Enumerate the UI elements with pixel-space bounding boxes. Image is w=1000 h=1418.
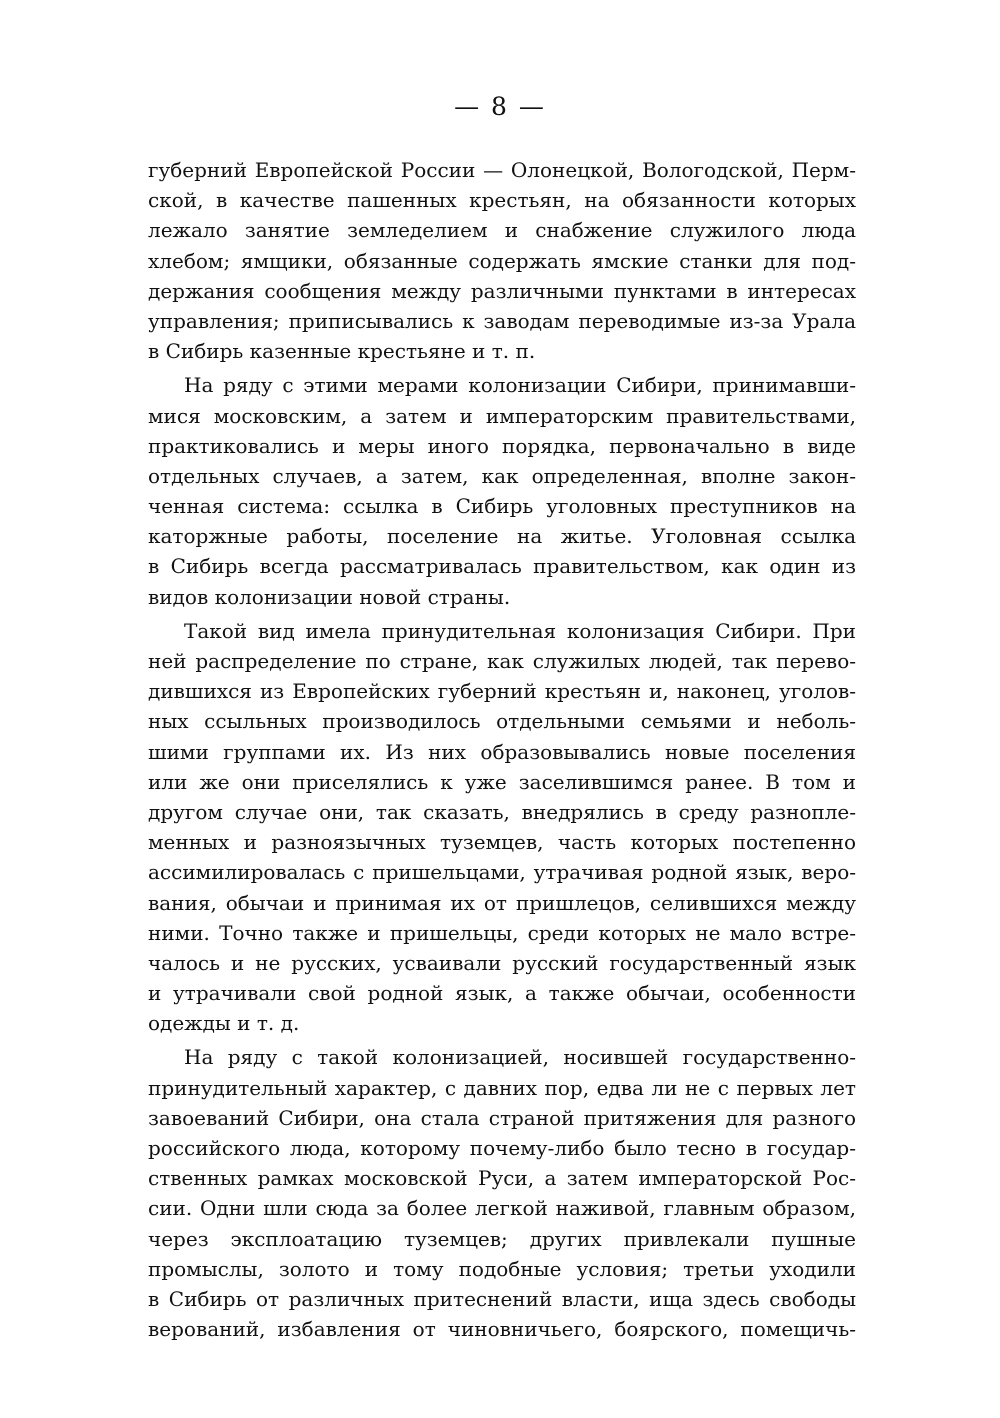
text-line: мися московским, а затем и императорским правительствами, [148, 403, 856, 428]
page-number: — 8 — [454, 92, 546, 121]
text-line: каторжные работы, поселение на житье. Уголовная ссылка [148, 524, 856, 549]
text-line: вания, обычаи и принимая их от пришлецов, селившихся между [148, 890, 856, 915]
text-line: и утрачивали свой родной язык, а также обычаи, особенности [148, 981, 856, 1006]
text-line: ней распределение по стране, как служилых людей, так перево- [148, 649, 856, 673]
paragraph-p3 [148, 616, 856, 1039]
text-line: шими группами их. Из них образовывались новые поселения [148, 739, 856, 764]
text-line: или же они приселялись к уже заселившимся ранее. В том и [148, 769, 856, 794]
text-line: Такой вид имела принудительная колонизация Сибири. При [184, 618, 856, 643]
text-line: в Сибирь казенные крестьяне и т. п. [148, 339, 536, 364]
paragraph-p1 [148, 155, 856, 366]
text-line: принудительный характер, с давних пор, едва ли не с первых лет [148, 1075, 856, 1100]
text-line: держания сообщения между различными пунктами в интересах [148, 278, 856, 303]
text-line: чалось и не русских, усваивали русский государственный язык [148, 950, 856, 975]
text-line: через эксплоатацию туземцев; других привлекали пушные [148, 1226, 856, 1251]
text-line: другом случае они, так сказать, внедрялись в среду разнопле- [148, 799, 856, 824]
text-line: дившихся из Европейских губерний крестьян и, наконец, уголов- [148, 679, 856, 704]
text-line: На ряду с такой колонизацией, носившей государственно- [184, 1045, 856, 1070]
paragraph-p2 [148, 370, 856, 612]
text-line: практиковались и меры иного порядка, первоначально в виде [148, 433, 856, 458]
text-line: ской, в качестве пашенных крестьян, на обязанности которых [148, 188, 856, 213]
body-text [148, 155, 856, 1344]
text-line: ственных рамках московской Руси, а затем императорской Рос- [148, 1166, 856, 1191]
text-line: промыслы, золото и тому подобные условия; третьи уходили [148, 1256, 856, 1281]
text-line: ними. Точно также и пришельцы, среди которых не мало встре- [148, 920, 856, 945]
text-line: российского люда, которому почему-либо было тесно в государ- [148, 1136, 856, 1160]
text-line: завоеваний Сибири, она стала страной притяжения для разного [148, 1105, 856, 1130]
text-line: ченная система: ссылка в Сибирь уголовных преступников на [148, 494, 856, 519]
text-line: губерний Европейской России — Олонецкой, Вологодской, Перм- [148, 158, 856, 182]
text-line: в Сибирь от различных притеснений власти, ища здесь свободы [148, 1286, 856, 1311]
text-line: хлебом; ямщики, обязанные содержать ямские станки для под- [148, 248, 856, 273]
text-line: отдельных случаев, а затем, как определенная, вполне закон- [148, 463, 856, 488]
text-line: сии. Одни шли сюда за более легкой наживой, главным образом, [148, 1196, 856, 1221]
text-line: верований, избавления от чиновничьего, боярского, помещичь- [148, 1317, 856, 1342]
paragraph-p4 [148, 1042, 856, 1344]
text-line: ных ссыльных производилось отдельными семьями и неболь- [148, 709, 856, 734]
text-line: управления; приписывались к заводам переводимые из-за Урала [148, 308, 856, 333]
text-line: в Сибирь всегда рассматривалась правительством, как один из [148, 554, 856, 579]
text-line: лежало занятие земледелием и снабжение служилого люда [148, 218, 856, 243]
text-line: На ряду с этими мерами колонизации Сибири, принимавши- [184, 373, 856, 398]
text-line: видов колонизации новой страны. [148, 584, 511, 609]
text-line: менных и разноязычных туземцев, часть которых постепенно [148, 830, 856, 855]
text-line: одежды и т. д. [148, 1011, 300, 1036]
text-line: ассимилировалась с пришельцами, утрачивая родной язык, веро- [148, 860, 856, 885]
